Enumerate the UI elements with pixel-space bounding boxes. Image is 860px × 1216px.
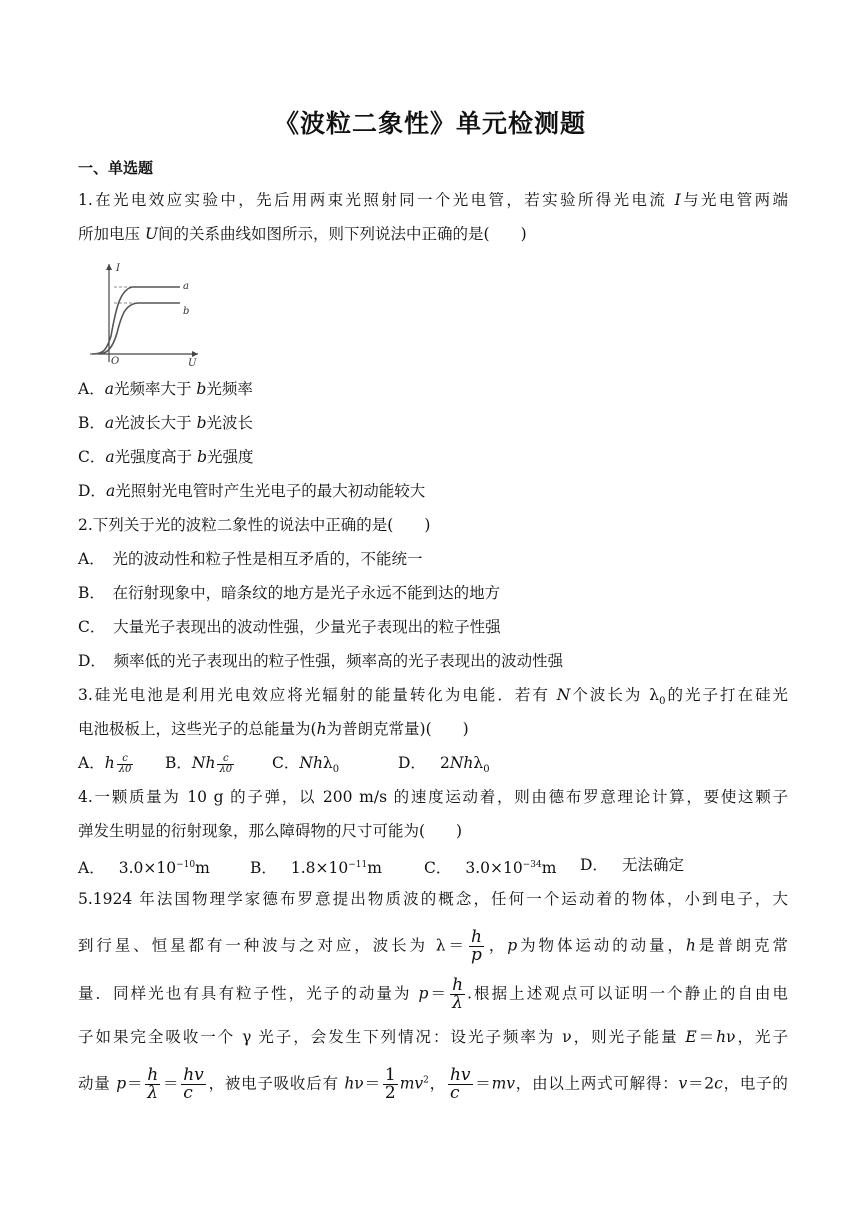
- q5-line2: 到行星、恒星都有一种波与之对应，波长为 λ＝ $\frac{h}{p}$ ，p为物体运动的动量，h是普朗克常: [78, 927, 788, 965]
- q1-option-a: A．a光频率大于 b光频率: [78, 380, 253, 398]
- curve-b: [98, 303, 180, 354]
- curve-a: [92, 287, 180, 354]
- graph-xlabel: U: [188, 358, 197, 368]
- q4-stem-line1: 4.一颗质量为 10 g 的子弹，以 200 m/s 的速度运动着，则由德布罗意理论计算，要使这颗子: [78, 788, 788, 806]
- photocurrent-voltage-graph: [80, 258, 204, 368]
- q3-stem-line1: 3.硅光电池是利用光电效应将光辐射的能量转化为电能．若有 N个波长为 $\lambda_0$的光子打在硅光: [78, 686, 788, 708]
- q3-stem-line2: 电池极板上，这些光子的总能量为(h为普朗克常量)( ): [78, 720, 469, 738]
- section-heading: 一、单选题: [78, 159, 154, 177]
- q5-line4: 子如果完全吸收一个 γ 光子，会发生下列情况：设光子频率为 ν，则光子能量 E＝hν，光子: [78, 1028, 788, 1046]
- q4-option-b: B． $1.8\times 10^{-11}m$: [250, 859, 382, 878]
- q1-option-b: B．a光波长大于 b光波长: [78, 414, 254, 432]
- q2-option-a: A． 光的波动性和粒子性是相互矛盾的，不能统一: [78, 550, 423, 568]
- q3-option-c: C．Nhλ$_0$: [272, 754, 340, 776]
- q3-option-a: A．h $\frac{c}{\lambda 0}$: [78, 752, 132, 775]
- q3-option-b: B．Nh $\frac{c}{\lambda 0}$: [165, 752, 233, 775]
- q4-stem-line2: 弹发生明显的衍射现象，那么障碍物的尺寸可能为( ): [78, 822, 463, 840]
- q2-option-d: D． 频率低的光子表现出的粒子性强，频率高的光子表现出的波动性强: [78, 652, 564, 670]
- graph-ylabel: I: [116, 263, 120, 274]
- q5-line3: 量．同样光也有具有粒子性，光子的动量为 p＝ $\frac{h}{\lambda}$ .根据上述观点可以证明一个静止的自由电: [78, 975, 788, 1013]
- q2-stem: 2.下列关于光的波粒二象性的说法中正确的是( ): [78, 516, 431, 534]
- curve-a-label: a: [183, 281, 189, 292]
- q4-option-c: C． $3.0\times 10^{-34}m$: [424, 859, 557, 878]
- q1-option-d: D．a光照射光电管时产生光电子的最大初动能较大: [78, 482, 426, 500]
- graph-origin: O: [111, 356, 120, 367]
- q1-stem-line1: 1.在光电效应实验中，先后用两束光照射同一个光电管，若实验所得光电流 I与光电管两端: [78, 191, 788, 209]
- q4-option-a: A． $3.0\times 10^{-10}m$: [78, 859, 210, 878]
- q2-option-c: C． 大量光子表现出的波动性强，少量光子表现出的粒子性强: [78, 618, 501, 636]
- q5-line1: 5.1924 年法国物理学家德布罗意提出物质波的概念，任何一个运动着的物体，小到电子，大: [78, 890, 788, 908]
- q3-option-d: D． 2Nhλ$_0$: [398, 754, 490, 776]
- q5-line5: 动量 p＝ $\frac{h}{\lambda}$ ＝ $\frac{hv}{c}$ ，被电子吸收后有 hν＝ $\frac{1}{2}$ $mv^2$， $\frac{hv}{c}$ ＝mv，由以上两式可解得：v＝2c，电子的: [78, 1065, 788, 1103]
- q1-option-c: C．a光强度高于 b光强度: [78, 448, 254, 466]
- curve-b-label: b: [183, 306, 190, 317]
- q2-option-b: B． 在衍射现象中，暗条纹的地方是光子永远不能到达的地方: [78, 584, 501, 602]
- q4-option-d: D． 无法确定: [580, 856, 684, 874]
- document-title: 《波粒二象性》单元检测题: [273, 109, 586, 138]
- q1-stem-line2: 所加电压 U间的关系曲线如图所示，则下列说法中正确的是( ): [78, 225, 527, 243]
